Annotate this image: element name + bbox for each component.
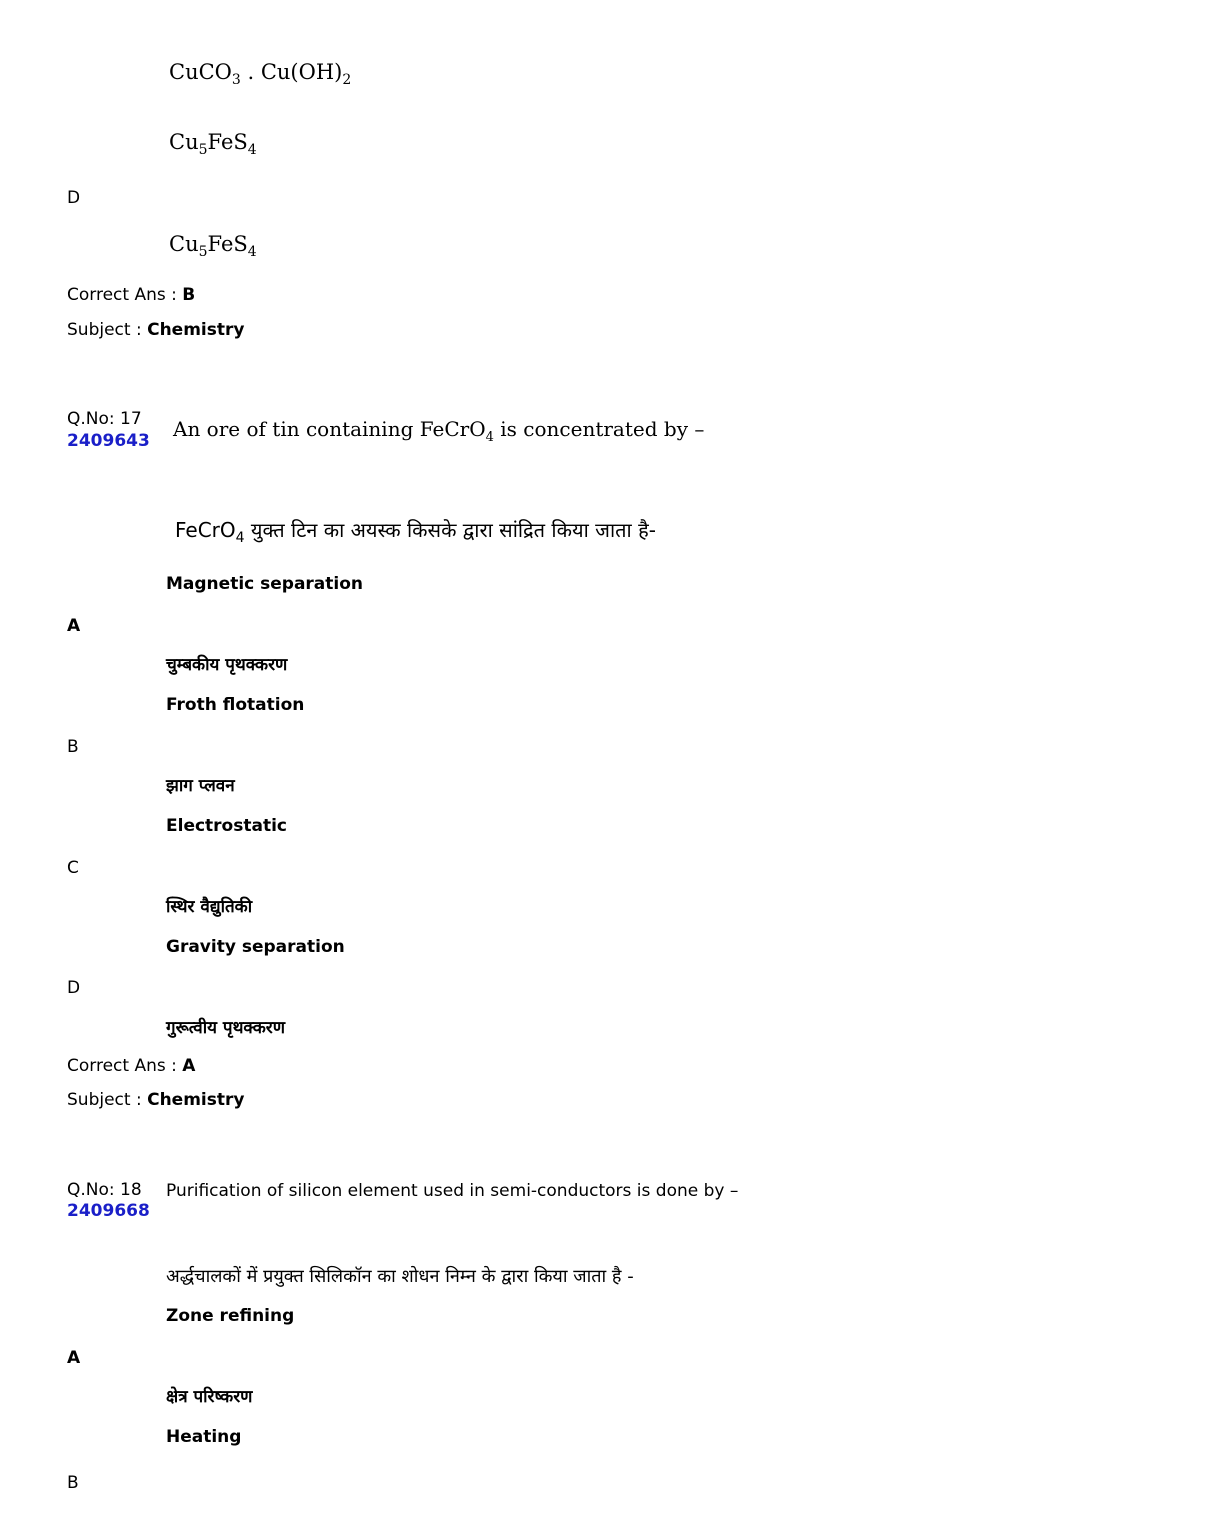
option-c-text-en: Electrostatic xyxy=(166,816,287,836)
option-c-letter: C xyxy=(67,858,79,878)
option-d-letter: D xyxy=(67,978,81,998)
option-b-letter: B xyxy=(67,1473,79,1493)
option-a-text-en: Zone refining xyxy=(166,1306,295,1326)
question-id: 2409668 xyxy=(67,1201,150,1221)
question-text-hi: FeCrO$_4$ युक्त टिन का अयस्क किसके द्वारा सांद्रित किया जाता है- xyxy=(175,518,656,546)
question-text-en: An ore of tin containing FeCrO$_4$ is concentrated by – xyxy=(173,417,705,445)
option-c-text-hi: स्थिर वैद्युतिकी xyxy=(166,897,253,917)
option-a-letter: A xyxy=(67,616,81,636)
subject-label: Subject : xyxy=(67,1090,148,1110)
subject-line xyxy=(67,320,244,340)
subject-value: Chemistry xyxy=(147,320,245,340)
correct-answer-value: B xyxy=(182,285,196,305)
option-c-formula-en: CuCO$_3$ . $Cu(OH)_2$ xyxy=(169,60,352,88)
correct-answer-label: Correct Ans : xyxy=(67,285,183,305)
option-d-text-hi: गुरूत्वीय पृथक्करण xyxy=(166,1018,286,1038)
correct-answer-line xyxy=(67,285,195,305)
option-d-letter: D xyxy=(67,188,81,208)
question-text-en: Purification of silicon element used in semi-conductors is done by – xyxy=(166,1181,739,1201)
correct-answer-value: A xyxy=(182,1056,196,1076)
question-number: Q.No: 18 xyxy=(67,1180,142,1200)
question-id: 2409643 xyxy=(67,431,150,451)
option-b-text-en: Heating xyxy=(166,1427,242,1447)
option-a-letter: A xyxy=(67,1348,81,1368)
option-b-text-en: Froth flotation xyxy=(166,695,305,715)
option-d-formula: $Cu_5FeS_4$ xyxy=(169,232,257,260)
option-b-letter: B xyxy=(67,737,79,757)
option-d-text-en: Gravity separation xyxy=(166,937,345,957)
correct-answer-label: Correct Ans : xyxy=(67,1056,183,1076)
subject-line xyxy=(67,1090,244,1110)
subject-value: Chemistry xyxy=(147,1090,245,1110)
question-number: Q.No: 17 xyxy=(67,409,142,429)
question-text-hi: अर्द्धचालकों में प्रयुक्त सिलिकॉन का शोधन निम्न के द्वारा किया जाता है - xyxy=(166,1266,634,1287)
option-c-formula-hi: $Cu_5FeS_4$ xyxy=(169,130,257,158)
option-b-text-hi: झाग प्लवन xyxy=(166,776,235,796)
option-a-text-en: Magnetic separation xyxy=(166,574,364,594)
correct-answer-line xyxy=(67,1056,195,1076)
option-a-text-hi: क्षेत्र परिष्करण xyxy=(166,1387,253,1407)
subject-label: Subject : xyxy=(67,320,148,340)
option-a-text-hi: चुम्बकीय पृथक्करण xyxy=(166,655,288,675)
